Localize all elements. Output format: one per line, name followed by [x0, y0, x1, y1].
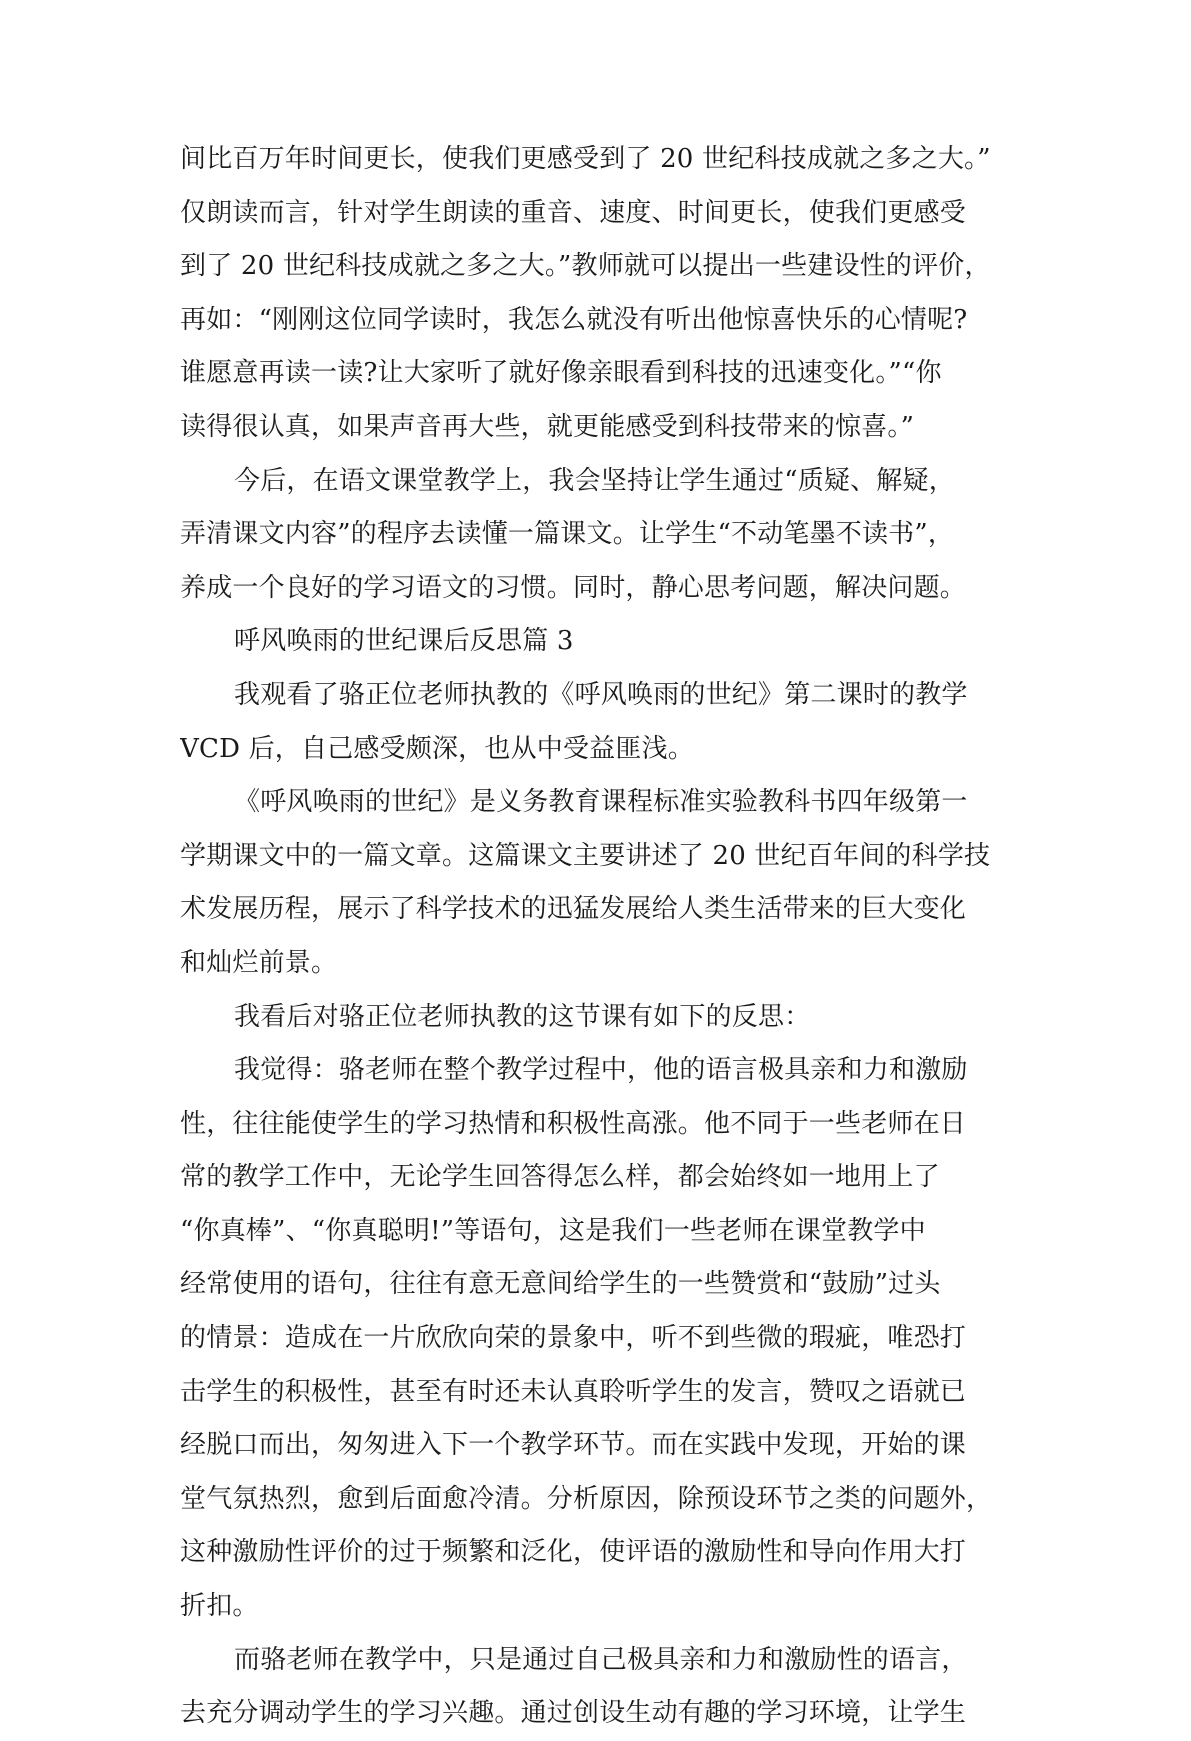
text-line: 呼风唤雨的世纪课后反思篇 3 — [234, 626, 574, 657]
text-line: 到了 20 世纪科技成就之多之大。”教师就可以提出一些建设性的评价， — [180, 251, 991, 282]
text-line: “你真棒”、“你真聪明!”等语句，这是我们一些老师在课堂教学中 — [180, 1215, 926, 1246]
text-line: VCD 后，自己感受颇深，也从中受益匪浅。 — [180, 733, 694, 764]
text-line: 间比百万年时间更长，使我们更感受到了 20 世纪科技成就之多之大。” — [180, 144, 991, 174]
text-line: 性，往往能使学生的学习热情和积极性高涨。他不同于一些老师在日 — [180, 1108, 967, 1139]
text-line: 而骆老师在教学中，只是通过自己极具亲和力和激励性的语言， — [234, 1644, 968, 1675]
text-line: 我观看了骆正位老师执教的《呼风唤雨的世纪》第二课时的教学 — [234, 679, 968, 710]
text-line: 和灿烂前景。 — [180, 947, 338, 978]
text-line: 读得很认真，如果声音再大些，就更能感受到科技带来的惊喜。” — [180, 411, 915, 442]
text-line: 这种激励性评价的过于频繁和泛化，使评语的激励性和导向作用大打 — [180, 1537, 967, 1568]
text-line: 谁愿意再读一读?让大家听了就好像亲眼看到科技的迅速变化。”“你 — [180, 358, 942, 389]
text-line: 养成一个良好的学习语文的习惯。同时，静心思考问题，解决问题。 — [180, 572, 967, 603]
body-text — [180, 133, 1012, 1741]
text-line: 经脱口而出，匆匆进入下一个教学环节。而在实践中发现，开始的课 — [180, 1430, 967, 1461]
text-line: 再如：“刚刚这位同学读时，我怎么就没有听出他惊喜快乐的心情呢? — [180, 304, 968, 335]
text-line: 我看后对骆正位老师执教的这节课有如下的反思： — [234, 1001, 811, 1032]
text-line: 仅朗读而言，针对学生朗读的重音、速度、时间更长，使我们更感受 — [180, 197, 967, 228]
text-line: 的情景：造成在一片欣欣向荣的景象中，听不到些微的瑕疵，唯恐打 — [180, 1323, 967, 1354]
text-line: 《呼风唤雨的世纪》是义务教育课程标准实验教科书四年级第一 — [234, 787, 968, 818]
text-line: 常的教学工作中，无论学生回答得怎么样，都会始终如一地用上了 — [180, 1162, 940, 1193]
text-line: 我觉得：骆老师在整个教学过程中，他的语言极具亲和力和激励 — [234, 1055, 968, 1086]
text-line: 学期课文中的一篇文章。这篇课文主要讲述了 20 世纪百年间的科学技 — [180, 840, 991, 871]
text-line: 折扣。 — [180, 1591, 259, 1622]
text-line: 今后，在语文课堂教学上，我会坚持让学生通过“质疑、解疑， — [234, 465, 955, 496]
text-line: 击学生的积极性，甚至有时还未认真聆听学生的发言，赞叹之语就已 — [180, 1376, 967, 1407]
text-line: 术发展历程，展示了科学技术的迅猛发展给人类生活带来的巨大变化 — [180, 894, 967, 925]
text-line: 经常使用的语句，往往有意无意间给学生的一些赞赏和“鼓励”过头 — [180, 1269, 941, 1300]
text-line: 去充分调动学生的学习兴趣。通过创设生动有趣的学习环境，让学生 — [180, 1698, 967, 1729]
text-line: 弄清课文内容”的程序去读懂一篇课文。让学生“不动笔墨不读书”， — [180, 519, 955, 550]
text-line: 堂气氛热烈，愈到后面愈冷清。分析原因，除预设环节之类的问题外， — [180, 1483, 993, 1514]
